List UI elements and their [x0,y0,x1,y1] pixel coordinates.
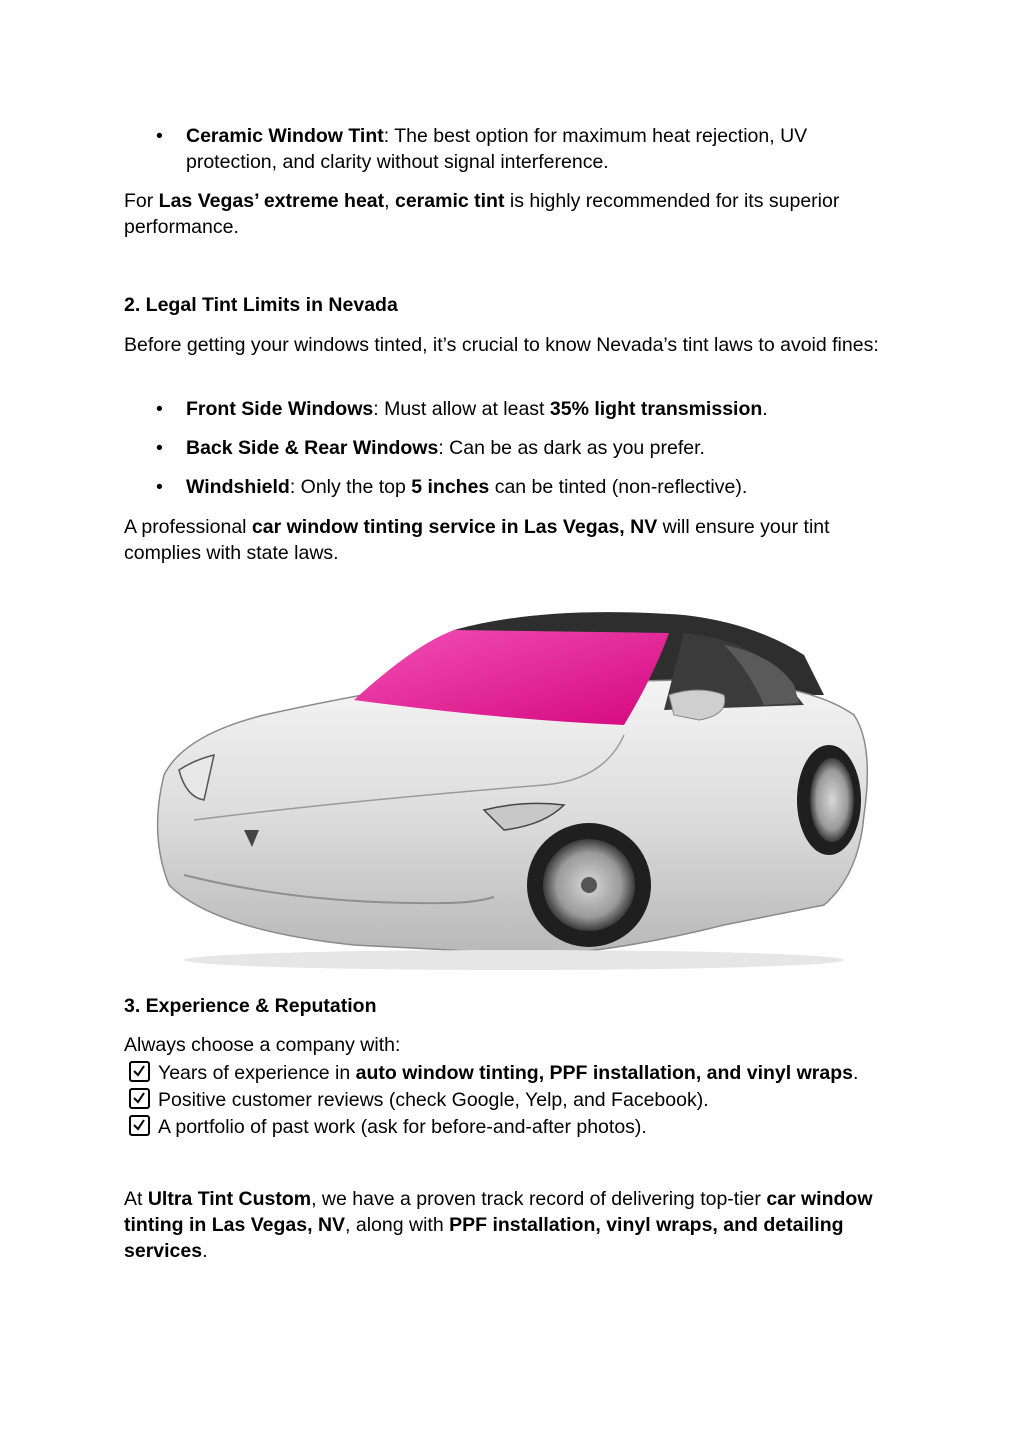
check-text: Years of experience in [158,1062,356,1084]
checkbox-checked-icon [129,1115,150,1136]
text-span: . [202,1240,208,1262]
rear-rim [810,758,854,842]
check-bold: auto window tinting, PPF installation, and vinyl wraps [355,1062,853,1084]
bold-span: car window tinting service in Las Vegas, NV [251,516,658,538]
check-text: . [852,1062,859,1084]
checkbox-checked-icon [129,1088,150,1109]
ground-shadow [184,950,844,970]
check-item [124,1060,894,1087]
text-span: A professional [124,516,252,538]
item-text: can be tinted (non-reflective). [489,476,748,498]
check-text: A portfolio of past work (ask for before-and-after photos). [158,1116,647,1138]
item-bold: 35% light transmission [549,398,763,420]
text-span: is highly recommended for its superior performance. [124,190,840,238]
legal-intro: Before getting your windows tinted, it’s crucial to know Nevada’s tint laws to avoid fines: [124,334,879,356]
experience-intro: Always choose a company with: [124,1034,401,1056]
item-label: Back Side & Rear Windows [186,437,439,459]
list-item-ceramic [124,123,894,175]
item-text: : Can be as dark as you prefer. [438,437,705,459]
checkbox-checked-icon [129,1061,150,1082]
ceramic-text: : The best option for maximum heat rejection, UV protection, and clarity without signal interference. [186,125,808,173]
item-text: : Only the top [289,476,412,498]
item-label: Windshield [186,476,290,498]
bold-span: PPF installation, vinyl wraps, and detailing services [124,1214,844,1262]
bold-span: Las Vegas’ extreme heat [158,190,385,212]
experience-checklist [124,1060,894,1141]
legal-limits-list [124,396,894,500]
ceramic-label: Ceramic Window Tint [186,125,384,147]
bold-span: Ultra Tint Custom [147,1188,312,1210]
front-hub [581,877,597,893]
experience-closing-paragraph [124,1186,894,1264]
list-item [124,435,894,461]
text-span: , along with [345,1214,450,1236]
section-heading-experience: 3. Experience & Reputation [124,995,377,1017]
item-label: Front Side Windows [186,398,374,420]
item-text: : Must allow at least [373,398,550,420]
recommendation-paragraph [124,188,894,240]
text-span: For [124,190,159,212]
text-span: , [384,190,395,212]
check-item [124,1087,894,1114]
car-illustration [124,585,900,973]
text-span: will ensure your tint complies with state laws. [124,516,830,564]
section-heading-legal: 2. Legal Tint Limits in Nevada [124,294,398,316]
text-span: , we have a proven track record of delivering top-tier [311,1188,767,1210]
bold-span: car window tinting in Las Vegas, NV [124,1188,873,1236]
list-item [124,396,894,422]
check-item [124,1114,894,1141]
tint-type-list [124,123,894,175]
item-text: . [762,398,768,420]
bold-span: ceramic tint [394,190,505,212]
list-item [124,474,894,500]
car-image [124,585,900,973]
item-bold: 5 inches [411,476,490,498]
text-span: At [124,1188,148,1210]
check-text: Positive customer reviews (check Google, Yelp, and Facebook). [158,1089,709,1111]
legal-closing-paragraph [124,514,894,566]
